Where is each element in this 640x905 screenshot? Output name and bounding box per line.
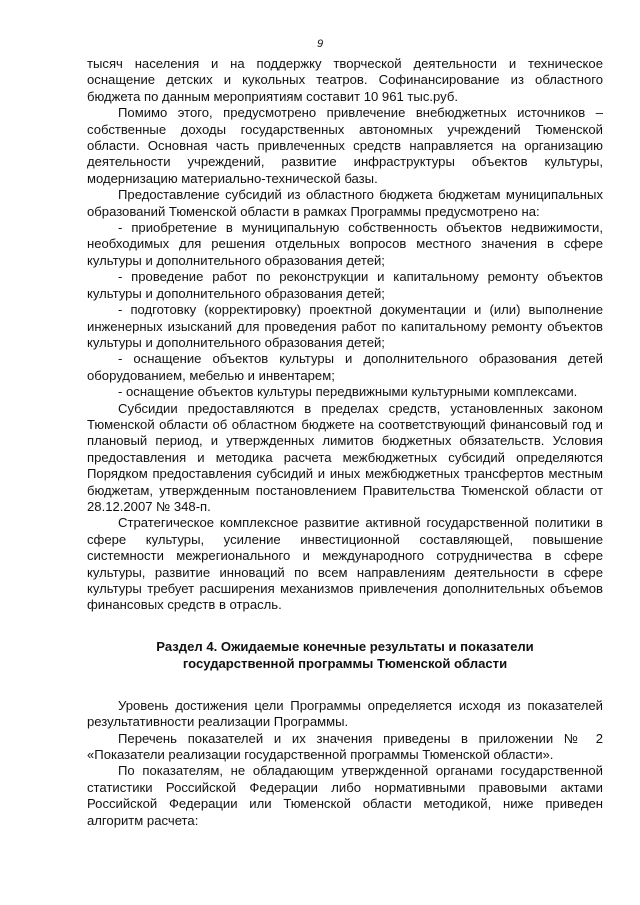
document-body [87, 56, 603, 829]
paragraph: Перечень показателей и их значения приведены в приложении № 2 «Показатели реализации государственной программы Тюменской области». [87, 730, 603, 763]
list-item: - оснащение объектов культуры передвижными культурными комплексами. [118, 384, 578, 400]
section-heading-line: государственной программы Тюменской области [182, 655, 508, 671]
list-item: - подготовку (корректировку) проектной документации и (или) выполнение инженерных изысканий для проведения работ по капитальному ремонту объектов культуры и дополнительного образования детей; [87, 302, 603, 350]
paragraph: Предоставление субсидий из областного бюджета бюджетам муниципальных образований Тюменской области в рамках Программы предусмотрено на: [87, 187, 603, 219]
list-item: - проведение работ по реконструкции и капитальному ремонту объектов культуры и дополнительного образования детей; [87, 269, 603, 301]
paragraph: Помимо этого, предусмотрено привлечение внебюджетных источников – собственные доходы государственных автономных учреждений Тюменской области. Основная часть привлеченных средств направляется на организацию деятельности учреждений, развитие инфраструктуры объектов культуры, модернизацию материально-технической базы. [87, 105, 603, 186]
paragraph: По показателям, не обладающим утвержденной органами государственной статистики Российской Федерации либо нормативными правовыми актами Российской Федерации или Тюменской области методикой, ниже приведен алгоритм расчета: [87, 763, 603, 828]
paragraph: тысяч населения и на поддержку творческой деятельности и техническое оснащение детских и кукольных театров. Софинансирование из областного бюджета по данным мероприятиям составит 10 961 тыс.руб. [87, 56, 603, 104]
page-number: 9 [316, 38, 324, 50]
paragraph: Субсидии предоставляются в пределах средств, установленных законом Тюменской области об областном бюджете на соответствующий финансовый год и плановый период, и утвержденных лимитов бюджетных обязательств. Условия предоставления и методика расчета межбюджетных субсидий определяются Порядком предоставления субсидий и иных межбюджетных трансфертов местным бюджетам, утвержденным постановлением Правительства Тюменской области от 28.12.2007 № 348-п. [87, 400, 603, 514]
section-heading [87, 638, 603, 672]
list-item: - приобретение в муниципальную собственность объектов недвижимости, необходимых для решения отдельных вопросов местного значения в сфере культуры и дополнительного образования детей; [87, 220, 603, 268]
paragraph: Стратегическое комплексное развитие активной государственной политики в сфере культуры, усиление инвестиционной составляющей, повышение системности межрегионального и международного сотрудничества в сфере культуры, развитие инноваций по всем направлениям деятельности в сфере культуры требует расширения механизмов привлечения дополнительных объемов финансовых средств в отрасль. [87, 515, 603, 613]
list-item: - оснащение объектов культуры и дополнительного образования детей оборудованием, мебелью и инвентарем; [87, 351, 603, 383]
paragraph: Уровень достижения цели Программы определяется исходя из показателей результативности реализации Программы. [87, 697, 603, 730]
section-heading-line: Раздел 4. Ожидаемые конечные результаты и показатели [156, 638, 534, 654]
